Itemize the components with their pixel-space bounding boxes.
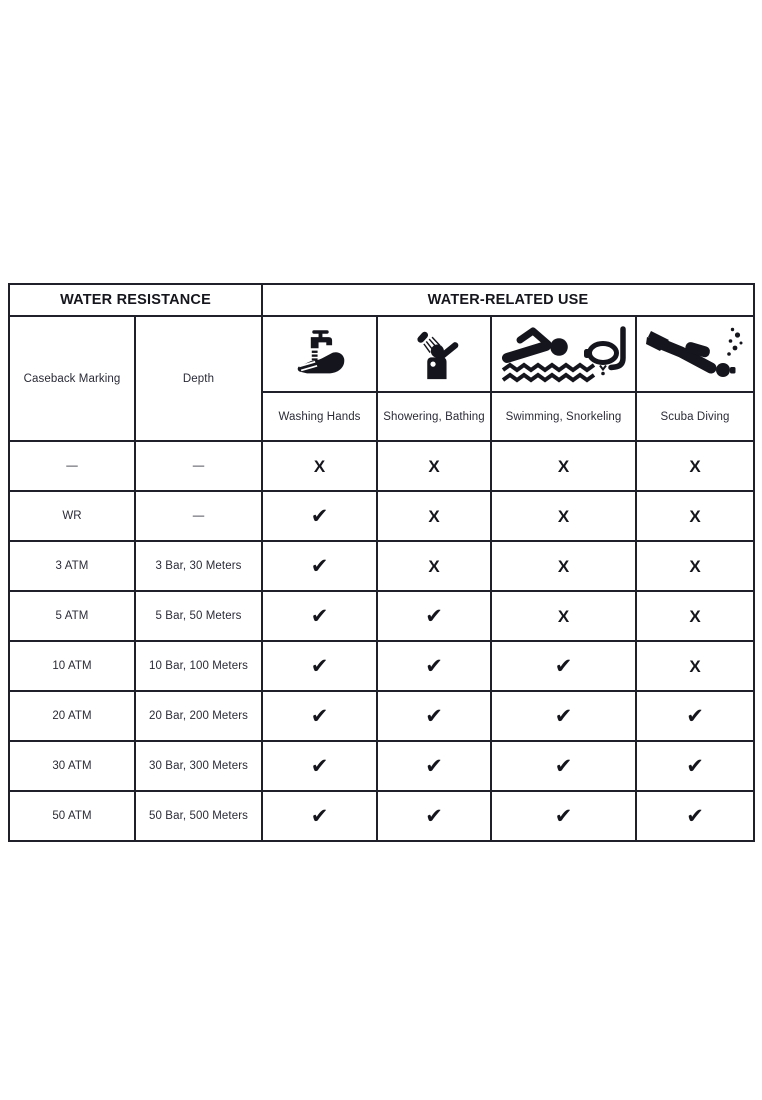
caseback-marking-cell: WR: [9, 491, 135, 541]
check-mark: ✔: [636, 691, 754, 741]
x-mark: X: [377, 491, 491, 541]
check-mark: ✔: [636, 791, 754, 841]
caseback-marking-cell: 30 ATM: [9, 741, 135, 791]
check-mark: ✔: [262, 791, 377, 841]
check-mark: ✔: [262, 541, 377, 591]
caseback-marking-cell: 50 ATM: [9, 791, 135, 841]
icon-row: [9, 316, 754, 392]
table-row: [9, 541, 754, 591]
x-mark: X: [377, 441, 491, 491]
scuba-diving-icon-cell: [636, 316, 754, 392]
swimming-snorkeling-label: Swimming, Snorkeling: [491, 392, 636, 441]
check-mark: ✔: [262, 591, 377, 641]
swimming-snorkeling-icon-cell: [491, 316, 636, 392]
check-mark: ✔: [491, 791, 636, 841]
x-mark: X: [636, 541, 754, 591]
x-mark: X: [491, 491, 636, 541]
showering-bathing-icon-cell: [377, 316, 491, 392]
depth-cell: 20 Bar, 200 Meters: [135, 691, 262, 741]
check-mark: ✔: [636, 741, 754, 791]
washing-hands-icon: [290, 329, 350, 379]
depth-cell: 3 Bar, 30 Meters: [135, 541, 262, 591]
depth-cell: 10 Bar, 100 Meters: [135, 641, 262, 691]
caseback-marking-cell: —: [9, 441, 135, 491]
table-row: [9, 591, 754, 641]
showering-bathing-icon: [407, 328, 461, 380]
depth-cell: 50 Bar, 500 Meters: [135, 791, 262, 841]
depth-cell: —: [135, 441, 262, 491]
x-mark: X: [491, 441, 636, 491]
check-mark: ✔: [377, 691, 491, 741]
check-mark: ✔: [262, 691, 377, 741]
x-mark: X: [262, 441, 377, 491]
scuba-diving-icon: [645, 323, 745, 385]
check-mark: ✔: [262, 741, 377, 791]
check-mark: ✔: [262, 641, 377, 691]
caseback-marking-cell: 20 ATM: [9, 691, 135, 741]
caseback-marking-cell: 3 ATM: [9, 541, 135, 591]
check-mark: ✔: [262, 491, 377, 541]
x-mark: X: [491, 591, 636, 641]
depth-column-header: Depth: [135, 316, 262, 441]
x-mark: X: [636, 491, 754, 541]
check-mark: ✔: [377, 641, 491, 691]
table-row: [9, 641, 754, 691]
table-row: [9, 691, 754, 741]
left-border-stub: [8, 826, 10, 839]
depth-cell: 30 Bar, 300 Meters: [135, 741, 262, 791]
caseback-marking-cell: 5 ATM: [9, 591, 135, 641]
washing-hands-label: Washing Hands: [262, 392, 377, 441]
check-mark: ✔: [377, 741, 491, 791]
scuba-diving-label: Scuba Diving: [636, 392, 754, 441]
check-mark: ✔: [491, 691, 636, 741]
depth-cell: 5 Bar, 50 Meters: [135, 591, 262, 641]
washing-hands-icon-cell: [262, 316, 377, 392]
water-resistance-header: WATER RESISTANCE: [9, 284, 262, 316]
table-row: [9, 741, 754, 791]
swimming-snorkeling-icon: [498, 323, 630, 385]
check-mark: ✔: [491, 741, 636, 791]
table-row: [9, 441, 754, 491]
check-mark: ✔: [491, 641, 636, 691]
x-mark: X: [491, 541, 636, 591]
table-row: [9, 791, 754, 841]
x-mark: X: [636, 641, 754, 691]
showering-bathing-label: Showering, Bathing: [377, 392, 491, 441]
check-mark: ✔: [377, 591, 491, 641]
x-mark: X: [636, 441, 754, 491]
depth-cell: —: [135, 491, 262, 541]
table-row: [9, 491, 754, 541]
x-mark: X: [377, 541, 491, 591]
header-group-row: [9, 284, 754, 316]
water-related-use-header: WATER-RELATED USE: [262, 284, 754, 316]
x-mark: X: [636, 591, 754, 641]
check-mark: ✔: [377, 791, 491, 841]
caseback-marking-cell: 10 ATM: [9, 641, 135, 691]
data-rows: [9, 441, 754, 841]
water-resistance-table: [8, 283, 755, 842]
caseback-marking-column-header: Caseback Marking: [9, 316, 135, 441]
